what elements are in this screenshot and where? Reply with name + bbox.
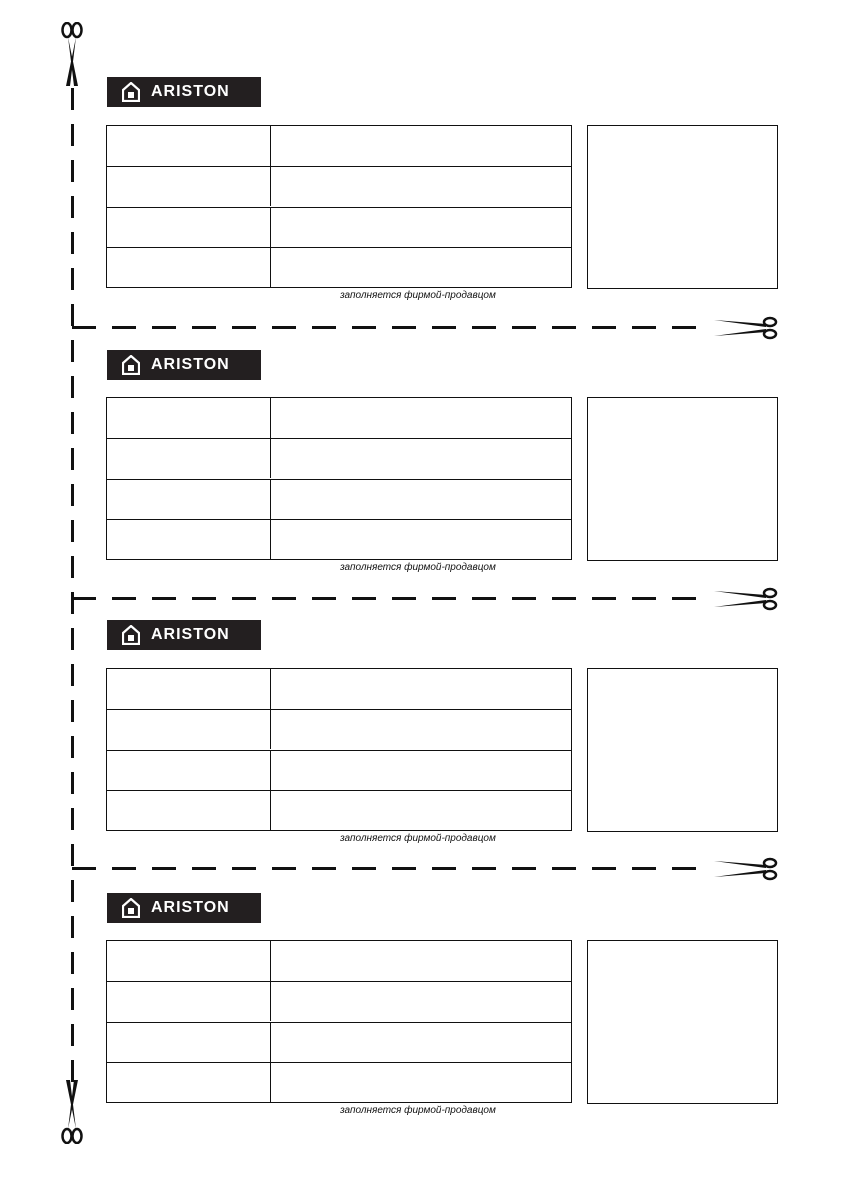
value-cell[interactable]: [271, 669, 571, 709]
ariston-logo: [107, 893, 261, 923]
table-row: [107, 1022, 571, 1062]
value-cell[interactable]: [271, 710, 571, 749]
ariston-logo: [107, 77, 261, 107]
label-cell[interactable]: [107, 791, 271, 830]
scissors-icon: [58, 1078, 86, 1144]
table-row: [107, 750, 571, 790]
brand-name: ARISTON: [151, 626, 230, 643]
label-cell[interactable]: [107, 669, 271, 709]
value-cell[interactable]: [271, 1023, 571, 1062]
table-row: [107, 669, 571, 709]
table-row: [107, 790, 571, 830]
label-cell[interactable]: [107, 710, 271, 749]
value-cell[interactable]: [271, 167, 571, 206]
seller-caption: заполняется фирмой-продавцом: [340, 1105, 496, 1116]
house-logo-icon: [122, 625, 140, 645]
house-logo-icon: [122, 82, 140, 102]
scissors-icon: [712, 316, 778, 340]
scissors-icon: [712, 857, 778, 881]
value-cell[interactable]: [271, 982, 571, 1021]
table-row: [107, 709, 571, 749]
label-cell[interactable]: [107, 126, 271, 166]
label-cell[interactable]: [107, 208, 271, 247]
label-cell[interactable]: [107, 520, 271, 559]
value-cell[interactable]: [271, 480, 571, 519]
house-logo-icon: [122, 355, 140, 375]
value-cell[interactable]: [271, 208, 571, 247]
label-cell[interactable]: [107, 480, 271, 519]
label-cell[interactable]: [107, 439, 271, 478]
horizontal-cut-line: [72, 597, 708, 600]
vertical-cut-line: [71, 88, 74, 1083]
stamp-box[interactable]: [587, 940, 778, 1104]
value-cell[interactable]: [271, 751, 571, 790]
warranty-coupon-table: [106, 397, 572, 560]
value-cell[interactable]: [271, 439, 571, 478]
scissors-icon: [58, 22, 86, 88]
table-row: [107, 207, 571, 247]
house-logo-icon: [122, 898, 140, 918]
table-row: [107, 479, 571, 519]
ariston-logo: [107, 350, 261, 380]
table-row: [107, 519, 571, 559]
brand-name: ARISTON: [151, 899, 230, 916]
label-cell[interactable]: [107, 248, 271, 287]
label-cell[interactable]: [107, 982, 271, 1021]
seller-caption: заполняется фирмой-продавцом: [340, 562, 496, 573]
label-cell[interactable]: [107, 167, 271, 206]
value-cell[interactable]: [271, 248, 571, 287]
value-cell[interactable]: [271, 398, 571, 438]
table-row: [107, 438, 571, 478]
warranty-coupon-table: [106, 125, 572, 288]
table-row: [107, 166, 571, 206]
table-row: [107, 941, 571, 981]
seller-caption: заполняется фирмой-продавцом: [340, 833, 496, 844]
brand-name: ARISTON: [151, 356, 230, 373]
value-cell[interactable]: [271, 941, 571, 981]
value-cell[interactable]: [271, 791, 571, 830]
label-cell[interactable]: [107, 1063, 271, 1102]
seller-caption: заполняется фирмой-продавцом: [340, 290, 496, 301]
value-cell[interactable]: [271, 126, 571, 166]
scissors-icon: [712, 587, 778, 611]
value-cell[interactable]: [271, 520, 571, 559]
label-cell[interactable]: [107, 941, 271, 981]
horizontal-cut-line: [72, 867, 708, 870]
table-row: [107, 126, 571, 166]
value-cell[interactable]: [271, 1063, 571, 1102]
label-cell[interactable]: [107, 1023, 271, 1062]
stamp-box[interactable]: [587, 125, 778, 289]
horizontal-cut-line: [72, 326, 708, 329]
brand-name: ARISTON: [151, 83, 230, 100]
warranty-coupon-table: [106, 940, 572, 1103]
stamp-box[interactable]: [587, 668, 778, 832]
ariston-logo: [107, 620, 261, 650]
stamp-box[interactable]: [587, 397, 778, 561]
table-row: [107, 398, 571, 438]
table-row: [107, 247, 571, 287]
label-cell[interactable]: [107, 398, 271, 438]
warranty-coupon-table: [106, 668, 572, 831]
table-row: [107, 981, 571, 1021]
label-cell[interactable]: [107, 751, 271, 790]
table-row: [107, 1062, 571, 1102]
